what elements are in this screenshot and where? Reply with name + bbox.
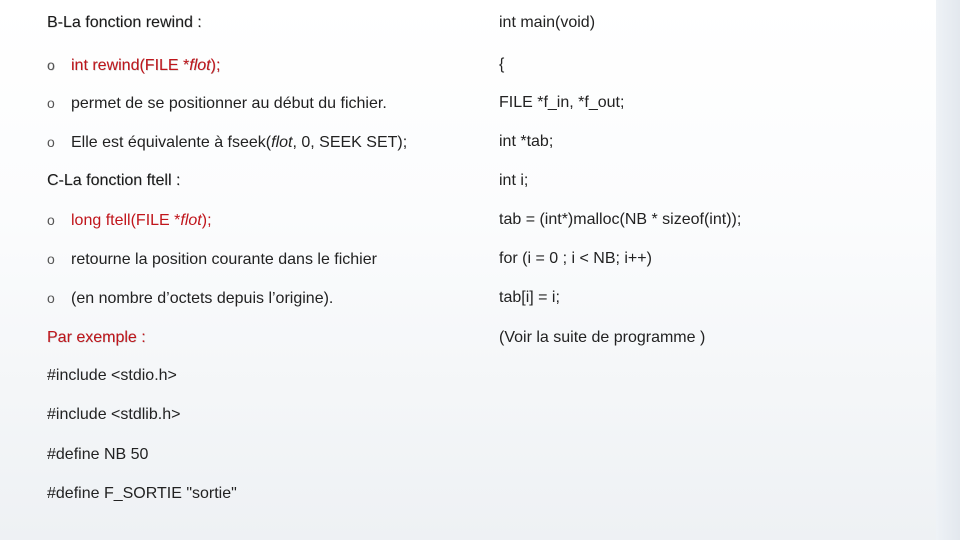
code-line: FILE *f_in, *f_out;	[499, 94, 625, 111]
bullet-icon: o	[47, 57, 55, 73]
rewind-description	[47, 93, 387, 113]
rewind-equivalence-prefix: Elle est équivalente à fseek(	[71, 134, 272, 151]
ftell-signature-param: flot	[180, 212, 202, 229]
rewind-equivalence-param: flot	[271, 134, 293, 151]
rewind-signature-suffix: );	[210, 57, 221, 74]
code-line: #include <stdlib.h>	[47, 406, 181, 423]
code-line: #define F_SORTIE "sortie"	[47, 485, 237, 502]
code-line: for (i = 0 ; i < NB; i++)	[499, 250, 652, 267]
code-line: tab[i] = i;	[499, 289, 560, 306]
ftell-signature	[47, 210, 212, 230]
bullet-icon: o	[47, 251, 55, 267]
rewind-equivalence	[47, 132, 407, 152]
code-line: int main(void)	[499, 14, 596, 31]
rewind-signature	[47, 55, 220, 75]
side-band	[936, 0, 960, 540]
code-line: int i;	[499, 172, 529, 189]
code-line: #include <stdio.h>	[47, 367, 177, 384]
ftell-description	[47, 249, 377, 269]
continuation-note: (Voir la suite de programme )	[499, 329, 706, 346]
rewind-signature-param: flot	[189, 57, 211, 74]
rewind-description-text: permet de se positionner au début du fichier.	[71, 95, 387, 112]
ftell-unit-note-text: (en nombre d’octets depuis l’origine).	[71, 290, 334, 307]
heading-rewind: B-La fonction rewind :	[47, 14, 202, 31]
ftell-unit-note	[47, 288, 333, 308]
rewind-equivalence-suffix: , 0, SEEK SET);	[292, 134, 408, 151]
heading-ftell: C-La fonction ftell :	[47, 172, 181, 189]
bullet-icon: o	[47, 290, 55, 306]
code-line: int *tab;	[499, 133, 554, 150]
ftell-signature-prefix: long ftell(FILE *	[71, 212, 181, 229]
bullet-icon: o	[47, 212, 55, 228]
code-line: {	[499, 56, 505, 73]
code-line: tab = (int*)malloc(NB * sizeof(int));	[499, 211, 742, 228]
ftell-signature-suffix: );	[201, 212, 212, 229]
ftell-description-text: retourne la position courante dans le fichier	[71, 251, 377, 268]
code-line: #define NB 50	[47, 446, 149, 463]
rewind-signature-prefix: int rewind(FILE *	[71, 57, 190, 74]
bullet-icon: o	[47, 134, 55, 150]
bullet-icon: o	[47, 95, 55, 111]
example-heading: Par exemple :	[47, 329, 146, 346]
